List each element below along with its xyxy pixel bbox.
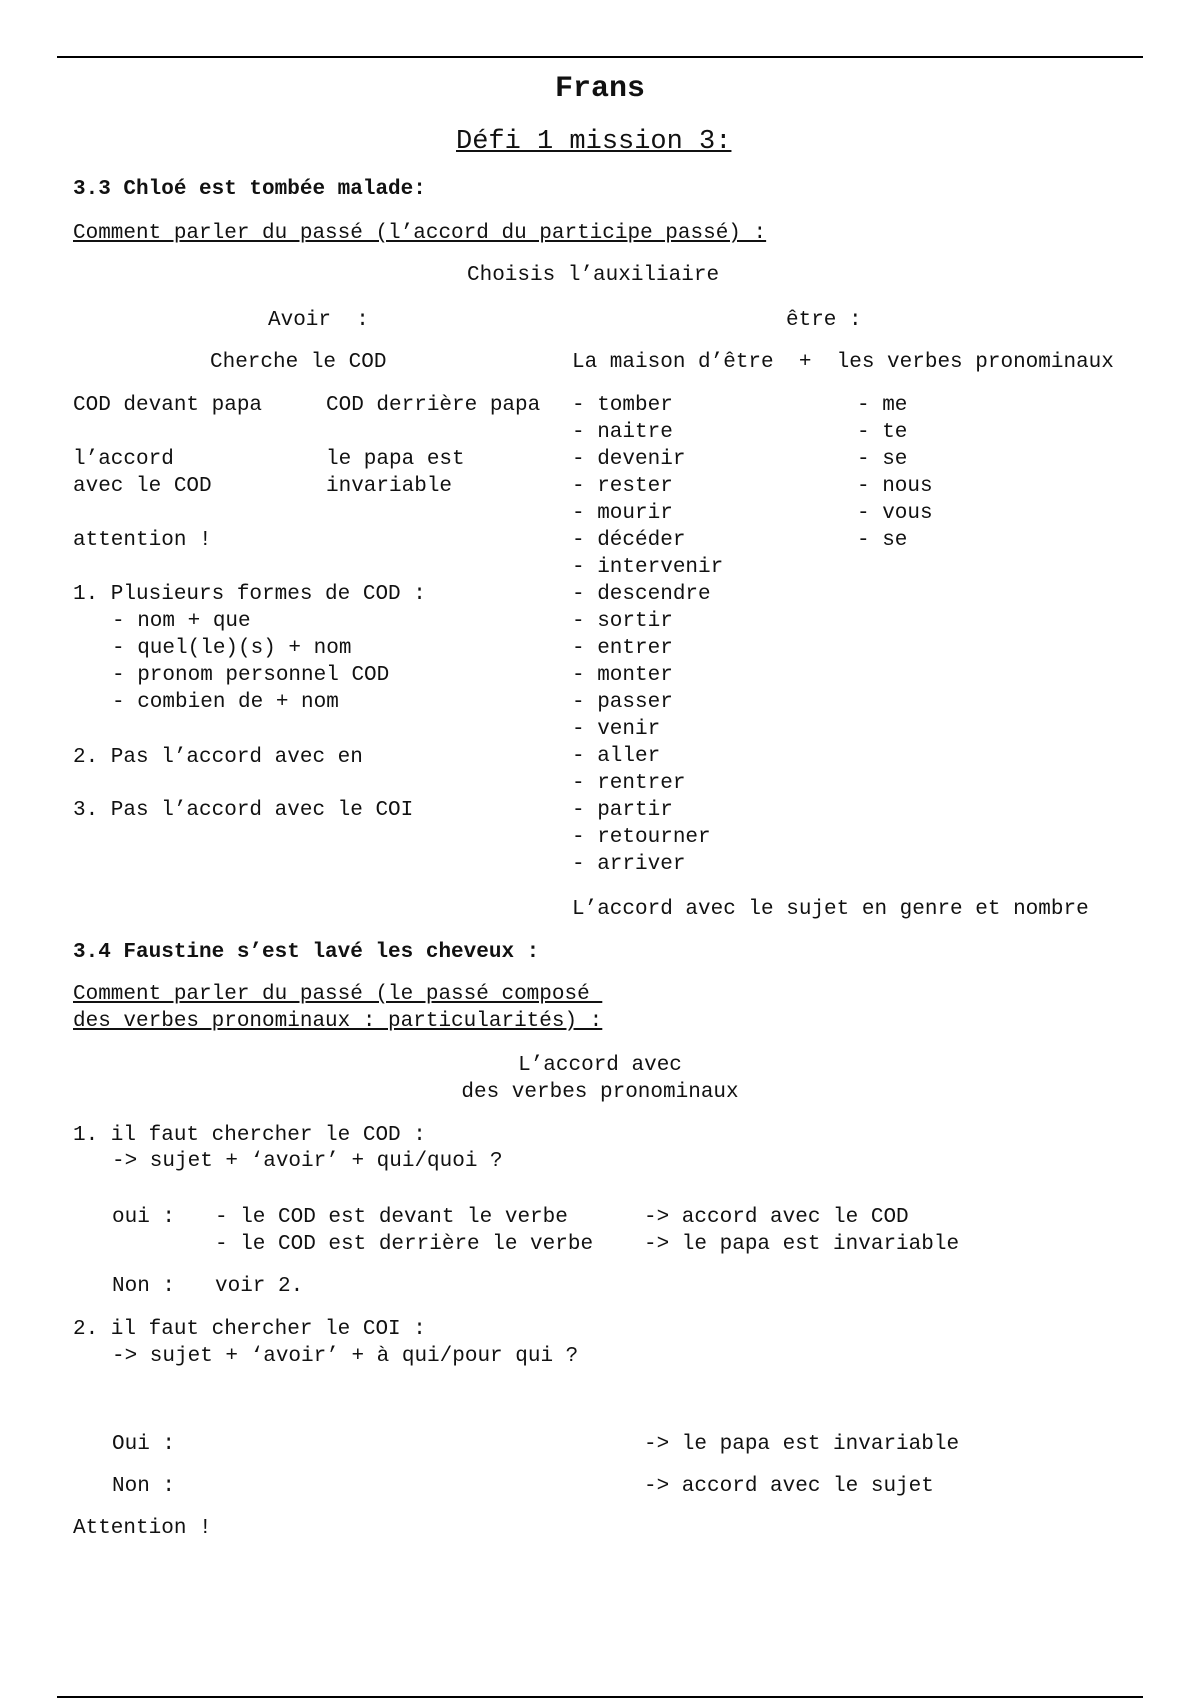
bottom-rule — [57, 1696, 1143, 1698]
list-item: - aller — [572, 745, 661, 768]
maison-etre: La maison d’être + les verbes pronominaux — [572, 351, 1114, 374]
oui-case-a-result: -> accord avec le COD — [644, 1206, 909, 1229]
list-item: - venir — [572, 718, 661, 741]
list-item: - décéder — [572, 529, 686, 552]
list-item: - devenir — [572, 448, 686, 471]
non-result: voir 2. — [215, 1275, 304, 1298]
oui-case-b-result: -> le papa est invariable — [644, 1233, 960, 1256]
list-item: - vous — [857, 502, 933, 525]
oui2-result: -> le papa est invariable — [644, 1433, 960, 1456]
cherche-cod: Cherche le COD — [210, 351, 387, 374]
non2-label: Non : — [112, 1475, 176, 1498]
non2-result: -> accord avec le sujet — [644, 1475, 934, 1498]
attention-final: Attention ! — [73, 1517, 212, 1540]
list-item: - se — [857, 529, 908, 552]
top-rule — [57, 56, 1143, 58]
list-item: - passer — [572, 691, 673, 714]
list-item: - me — [857, 394, 908, 417]
list-item: - nom + que — [112, 610, 251, 633]
step-2: 2. il faut chercher le COI : — [73, 1318, 426, 1341]
oui-case-b: - le COD est derrière le verbe — [215, 1233, 594, 1256]
list-item: - combien de + nom — [112, 691, 339, 714]
list-item: - entrer — [572, 637, 673, 660]
accord-line-2: avec le COD — [73, 475, 212, 498]
section-link-3-4-line-1: Comment parler du passé (le passé composé — [73, 983, 603, 1006]
list-item: - arriver — [572, 853, 686, 876]
page-subtitle: Défi 1 mission 3: — [456, 127, 732, 157]
list-item: - retourner — [572, 826, 711, 849]
oui-label: oui : — [112, 1206, 176, 1229]
list-item: - rentrer — [572, 772, 686, 795]
list-item: - naitre — [572, 421, 673, 444]
list-item: - te — [857, 421, 908, 444]
list-item: - intervenir — [572, 556, 724, 579]
list-item: - se — [857, 448, 908, 471]
point-1: 1. Plusieurs formes de COD : — [73, 583, 426, 606]
oui2-label: Oui : — [112, 1433, 176, 1456]
cod-forms-list — [112, 609, 389, 717]
list-item: - pronom personnel COD — [112, 664, 390, 687]
list-item: - mourir — [572, 502, 673, 525]
list-item: - quel(le)(s) + nom — [112, 637, 352, 660]
center-heading-1: L’accord avec — [518, 1054, 682, 1077]
page-title: Frans — [554, 72, 645, 106]
etre-verbs-list — [572, 393, 723, 879]
cod-devant: COD devant papa — [73, 394, 263, 417]
oui-case-a: - le COD est devant le verbe — [215, 1206, 568, 1229]
section-link-3-4-line-2: des verbes pronominaux : particularités) : — [73, 1010, 603, 1033]
accord-sujet: L’accord avec le sujet en genre et nombre — [572, 898, 1089, 921]
step-2-question: -> sujet + ‘avoir’ + à qui/pour qui ? — [112, 1345, 579, 1368]
choose-auxiliary: Choisis l’auxiliaire — [467, 264, 720, 287]
list-item: - descendre — [572, 583, 711, 606]
list-item: - rester — [572, 475, 673, 498]
point-3: 3. Pas l’accord avec le COI — [73, 799, 414, 822]
section-link-3-3: Comment parler du passé (l’accord du participe passé) : — [73, 222, 767, 245]
point-2: 2. Pas l’accord avec en — [73, 746, 363, 769]
section-heading-3-4: 3.4 Faustine s’est lavé les cheveux : — [73, 941, 540, 964]
attention-label: attention ! — [73, 529, 212, 552]
list-item: - partir — [572, 799, 673, 822]
section-heading-3-3: 3.3 Chloé est tombée malade: — [73, 178, 426, 201]
list-item: - sortir — [572, 610, 673, 633]
papa-line-2: invariable — [326, 475, 453, 498]
accord-line-1: l’accord — [73, 448, 174, 471]
list-item: - monter — [572, 664, 673, 687]
list-item: - tomber — [572, 394, 673, 417]
non-label: Non : — [112, 1275, 176, 1298]
etre-label: être : — [786, 309, 862, 332]
avoir-label: Avoir : — [268, 309, 369, 332]
pronoun-list — [857, 393, 933, 555]
step-1-question: -> sujet + ‘avoir’ + qui/quoi ? — [112, 1150, 503, 1173]
center-heading-2: des verbes pronominaux — [461, 1081, 739, 1104]
cod-derriere: COD derrière papa — [326, 394, 541, 417]
step-1: 1. il faut chercher le COD : — [73, 1124, 426, 1147]
papa-line-1: le papa est — [326, 448, 465, 471]
list-item: - nous — [857, 475, 933, 498]
